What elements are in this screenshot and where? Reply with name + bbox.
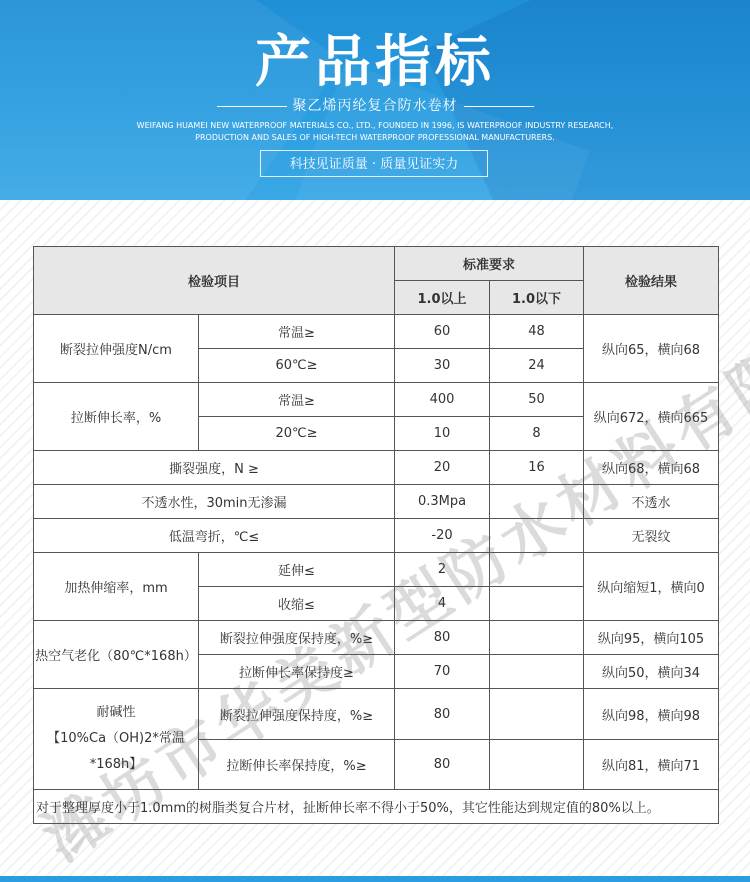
slogan-box: 科技见证质量 · 质量见证实力 (260, 150, 488, 177)
cell-empty (490, 519, 584, 553)
cell-value: 30 (395, 349, 490, 383)
cell-value: 4 (395, 587, 490, 621)
cell-value: -20 (395, 519, 490, 553)
cell-value: 70 (395, 655, 490, 689)
cell-sub: 断裂拉伸强度保持度，%≥ (199, 621, 395, 655)
page-title: 产品指标 (255, 30, 495, 95)
header-above-1mm: 1.0以上 (395, 281, 490, 315)
cell-sub: 20℃≥ (199, 417, 395, 451)
row-tensile-strength: 断裂拉伸强度N/cm (34, 315, 199, 383)
cell-empty (490, 740, 584, 790)
cell-empty (490, 587, 584, 621)
cell-result: 纵向81，横向71 (584, 740, 719, 790)
alkali-line-1: 耐碱性 (96, 705, 136, 720)
company-description (0, 120, 750, 144)
cell-result: 纵向50，横向34 (584, 655, 719, 689)
cell-empty (490, 689, 584, 740)
cell-value: 50 (490, 383, 584, 417)
alkali-line-3: *168h】 (89, 757, 143, 772)
cell-value: 16 (490, 451, 584, 485)
cell-result: 无裂纹 (584, 519, 719, 553)
row-low-temp-bending: 低温弯折，℃≤ (34, 519, 395, 553)
table-note: 对于整理厚度小于1.0mm的树脂类复合片材，扯断伸长率不得小于50%，其它性能达到规定值的80%以上。 (34, 790, 719, 824)
cell-result: 纵向95，横向105 (584, 621, 719, 655)
cell-value: 8 (490, 417, 584, 451)
description-line-2: PRODUCTION AND SALES OF HIGH-TECH WATERPROOF PROFESSIONAL MANUFACTURERS. (195, 133, 555, 142)
header-standard: 标准要求 (395, 247, 584, 281)
row-elongation: 拉断伸长率，% (34, 383, 199, 451)
cell-result: 不透水 (584, 485, 719, 519)
cell-value: 2 (395, 553, 490, 587)
header-result: 检验结果 (584, 247, 719, 315)
cell-sub: 拉断伸长率保持度≥ (199, 655, 395, 689)
header-item: 检验项目 (34, 247, 395, 315)
subtitle (0, 95, 750, 115)
description-line-1: WEIFANG HUAMEI NEW WATERPROOF MATERIALS CO., LTD., FOUNDED IN 1996, IS WATERPROOF INDUSTRY RESEARCH, (136, 121, 614, 130)
cell-result: 纵向65，横向68 (584, 315, 719, 383)
bottom-bar (0, 876, 750, 882)
cell-sub: 收缩≤ (199, 587, 395, 621)
cell-value: 20 (395, 451, 490, 485)
cell-sub: 常温≥ (199, 315, 395, 349)
cell-value: 10 (395, 417, 490, 451)
spec-table (33, 246, 719, 824)
cell-value: 400 (395, 383, 490, 417)
cell-value: 24 (490, 349, 584, 383)
row-alkali-resistance (34, 689, 199, 790)
cell-value: 80 (395, 621, 490, 655)
cell-value: 80 (395, 689, 490, 740)
row-tear-strength: 撕裂强度，N ≥ (34, 451, 395, 485)
cell-result: 纵向缩短1，横向0 (584, 553, 719, 621)
cell-sub: 拉断伸长率保持度，%≥ (199, 740, 395, 790)
row-heat-shrink: 加热伸缩率，mm (34, 553, 199, 621)
cell-result: 纵向672，横向665 (584, 383, 719, 451)
cell-result: 纵向98，横向98 (584, 689, 719, 740)
cell-sub: 60℃≥ (199, 349, 395, 383)
cell-value: 60 (395, 315, 490, 349)
alkali-line-2: 【10%Ca（OH)2*常温 (47, 731, 185, 746)
cell-sub: 常温≥ (199, 383, 395, 417)
cell-result: 纵向68，横向68 (584, 451, 719, 485)
cell-empty (490, 655, 584, 689)
header-banner (0, 0, 750, 200)
cell-empty (490, 621, 584, 655)
row-heat-aging: 热空气老化（80℃*168h） (34, 621, 199, 689)
row-impermeability: 不透水性，30min无渗漏 (34, 485, 395, 519)
subtitle-text: 聚乙烯丙纶复合防水卷材 (292, 98, 458, 114)
cell-sub: 断裂拉伸强度保持度，%≥ (199, 689, 395, 740)
cell-sub: 延伸≤ (199, 553, 395, 587)
cell-value: 80 (395, 740, 490, 790)
cell-empty (490, 485, 584, 519)
header-below-1mm: 1.0以下 (490, 281, 584, 315)
cell-value: 0.3Mpa (395, 485, 490, 519)
cell-empty (490, 553, 584, 587)
cell-value: 48 (490, 315, 584, 349)
